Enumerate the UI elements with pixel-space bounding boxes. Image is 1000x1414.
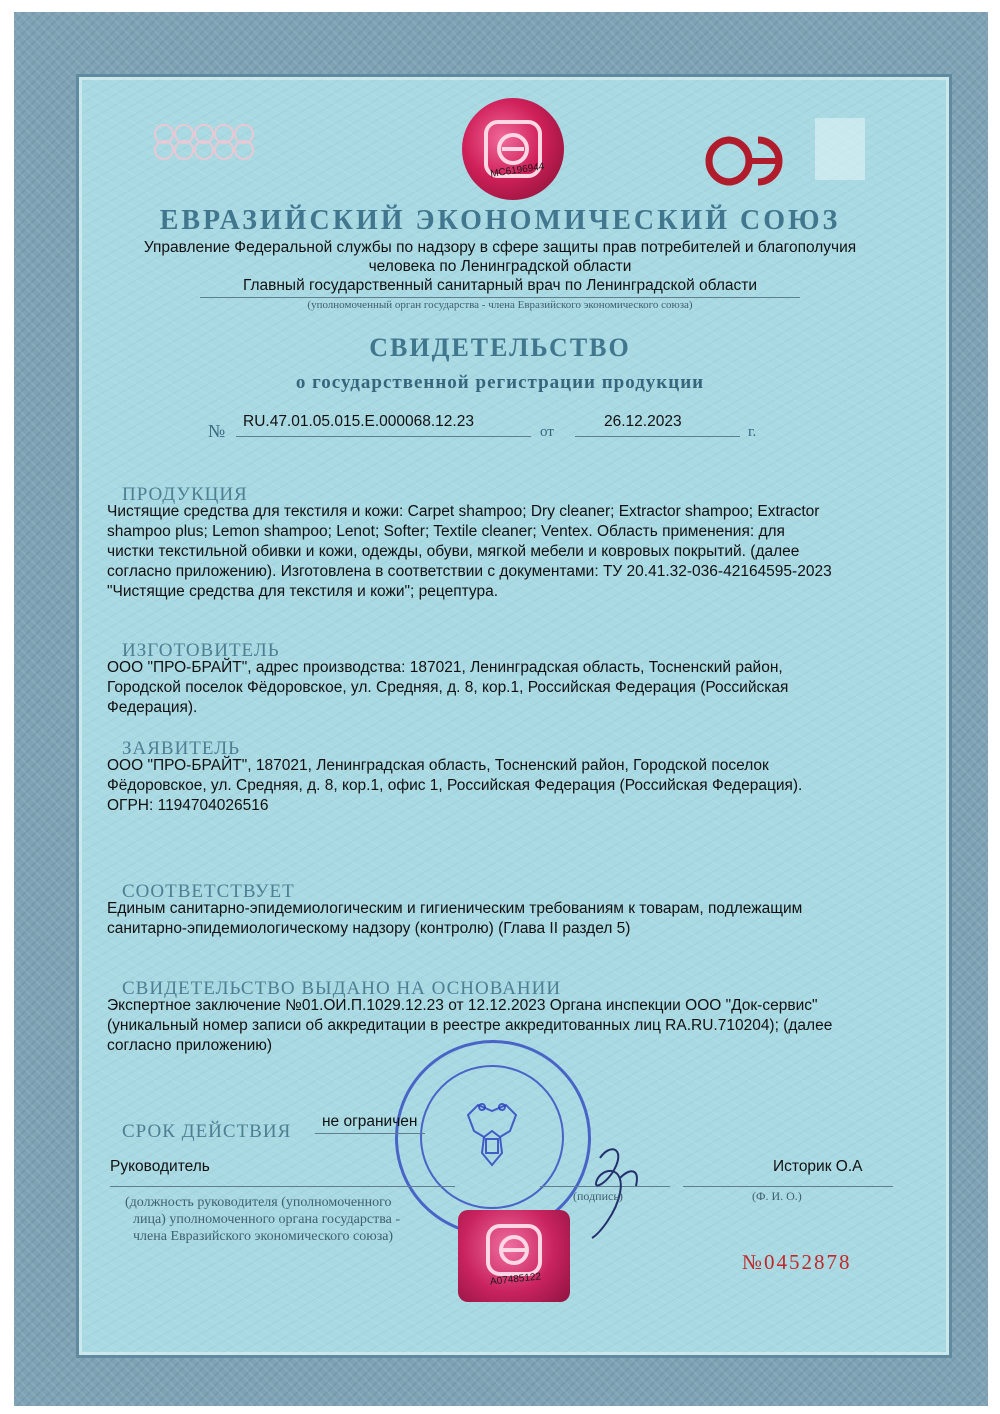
- text-line: согласно приложению): [107, 1037, 273, 1054]
- form-serial-number: №0452878: [742, 1250, 852, 1274]
- date-prefix: от: [540, 424, 554, 440]
- divider: [200, 297, 800, 298]
- divider: [683, 1186, 893, 1187]
- registration-number: RU.47.01.05.015.E.000068.12.23: [243, 413, 474, 430]
- hologram-code: A07485122: [489, 1271, 542, 1288]
- basis-heading: СВИДЕТЕЛЬСТВО ВЫДАНО НА ОСНОВАНИИ: [122, 978, 562, 999]
- date-suffix: г.: [748, 424, 757, 440]
- conformity-mark-icon: [698, 132, 788, 190]
- text-line: чистки текстильной обивки и кожи, одежды, обуви, мягкой мебели и ковровых покрытий. (далее: [107, 543, 800, 560]
- authority-line-1: Управление Федеральной службы по надзору в сфере защиты прав потребителей и благополучия: [143, 239, 857, 256]
- text-line: (уникальный номер записи об аккредитации в реестре аккредитованных лиц RA.RU.710204); (далее: [107, 1017, 833, 1034]
- eac-mark-icon: [484, 1222, 544, 1278]
- applicant-heading: ЗАЯВИТЕЛЬ: [122, 738, 241, 759]
- registration-date: 26.12.2023: [604, 413, 682, 430]
- validity-value: не ограничен: [322, 1113, 418, 1130]
- caption-line: (должность руководителя (уполномоченного: [125, 1195, 392, 1210]
- authority-caption: (уполномоченный орган государства - члена Евразийского экономического союза): [307, 299, 693, 311]
- text-line: ООО "ПРО-БРАЙТ", адрес производства: 187021, Ленинградская область, Тосненский район,: [107, 659, 783, 676]
- hologram-code: MC6196944: [489, 161, 546, 180]
- guilloche-ornament: [150, 120, 270, 162]
- authority-line-2: человека по Ленинградской области: [368, 258, 632, 275]
- caption-line: члена Евразийского экономического союза): [133, 1229, 394, 1244]
- manufacturer-text: [107, 658, 897, 718]
- product-text: [107, 502, 897, 602]
- text-line: Единым санитарно-эпидемиологическим и гигиеническим требованиям к товарам, подлежащим: [107, 900, 803, 917]
- number-sign: №: [208, 421, 226, 441]
- signature-caption: (подпись): [573, 1189, 623, 1203]
- authority-line-3: Главный государственный санитарный врач по Ленинградской области: [242, 277, 758, 294]
- signatory-name: Историк О.А: [773, 1158, 863, 1175]
- divider: [575, 436, 740, 437]
- validity-heading: СРОК ДЕЙСТВИЯ: [122, 1121, 292, 1142]
- text-line: Фёдоровское, ул. Средняя, д. 8, кор.1, офис 1, Российская Федерация (Российская Федерация).: [107, 777, 803, 794]
- caption-line: лица) уполномоченного органа государства -: [133, 1212, 401, 1227]
- document-title: СВИДЕТЕЛЬСТВО: [369, 333, 631, 362]
- divider: [110, 1186, 455, 1187]
- text-line: ООО "ПРО-БРАЙТ", 187021, Ленинградская область, Тосненский район, Городской поселок: [107, 757, 769, 774]
- document-subtitle: о государственной регистрации продукции: [295, 372, 705, 393]
- text-line: "Чистящие средства для текстиля и кожи"; рецептура.: [107, 583, 499, 600]
- text-line: санитарно-эпидемиологическому надзору (контролю) (Глава II раздел 5): [107, 920, 631, 937]
- text-line: Федерация).: [107, 699, 198, 716]
- union-title: ЕВРАЗИЙСКИЙ ЭКОНОМИЧЕСКИЙ СОЮЗ: [159, 205, 841, 236]
- position-caption: [125, 1194, 400, 1245]
- name-caption: (Ф. И. О.): [752, 1189, 802, 1203]
- watermark-patch: [815, 118, 865, 180]
- text-line: согласно приложению). Изготовлена в соответствии с документами: ТУ 20.41.32-036-42164595-2023: [107, 563, 832, 580]
- text-line: Экспертное заключение №01.ОИ.П.1029.12.23 от 12.12.2023 Органа инспекции ООО "Док-сервис": [107, 997, 818, 1014]
- text-line: ОГРН: 1194704026516: [107, 797, 269, 814]
- divider: [315, 1133, 425, 1134]
- coat-of-arms-icon: [460, 1101, 524, 1171]
- manufacturer-heading: ИЗГОТОВИТЕЛЬ: [122, 640, 280, 661]
- text-line: shampoo plus; Lemon shampoo; Lenot; Softer; Textile cleaner; Ventex. Область применения: для: [107, 523, 785, 540]
- signatory-position: Руководитель: [110, 1158, 210, 1175]
- text-line: Городской поселок Фёдоровское, ул. Средняя, д. 8, кор.1, Российская Федерация (Российская: [107, 679, 789, 696]
- conforms-text: [107, 899, 897, 939]
- applicant-text: [107, 756, 897, 816]
- conforms-heading: СООТВЕТСТВУЕТ: [122, 881, 295, 902]
- text-line: Чистящие средства для текстиля и кожи: Carpet shampoo; Dry cleaner; Extractor shampoo; Extractor: [107, 503, 820, 520]
- product-heading: ПРОДУКЦИЯ: [122, 484, 248, 505]
- official-stamp: [395, 1040, 591, 1236]
- divider: [236, 436, 531, 437]
